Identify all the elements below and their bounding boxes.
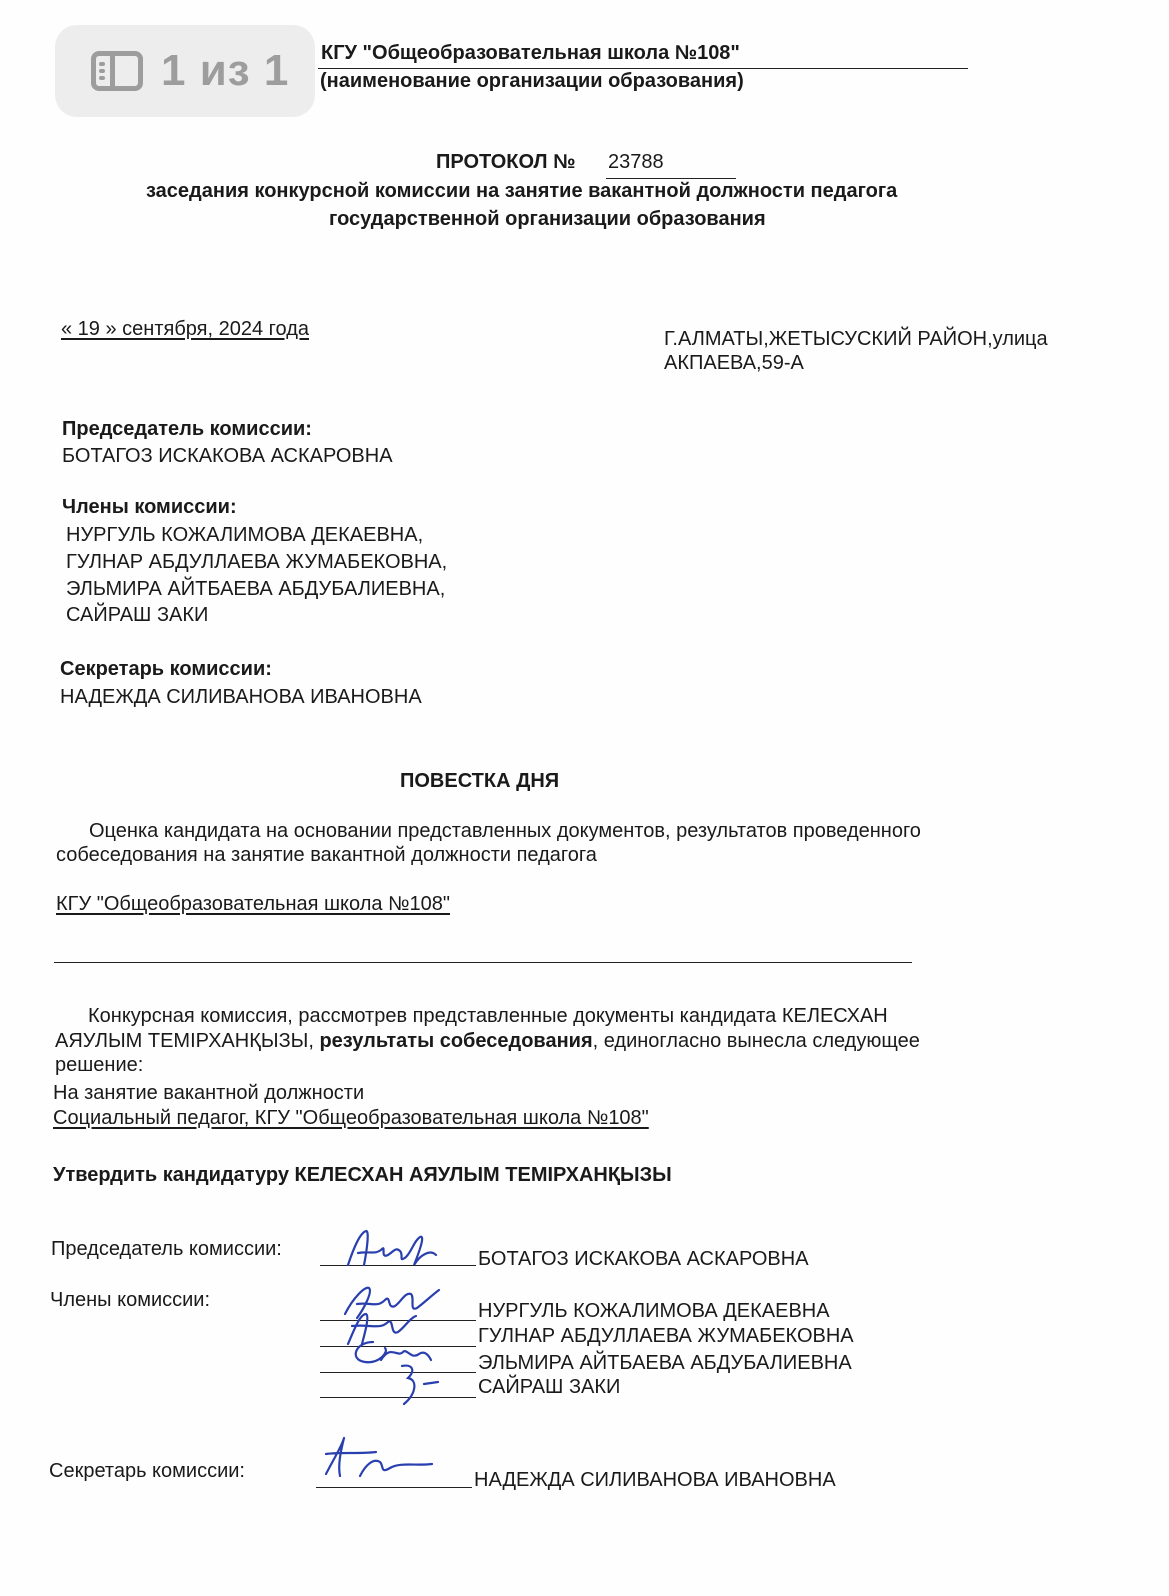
signature-stroke xyxy=(348,1231,436,1265)
agenda-line1: Оценка кандидата на основании представленных документов, результатов проведенного xyxy=(89,820,921,842)
decision-line1: Конкурсная комиссия, рассмотрев представленные документы кандидата КЕЛЕСХАН xyxy=(88,1005,888,1027)
sig-chair-label: Председатель комиссии: xyxy=(51,1238,282,1260)
member-signature xyxy=(390,1360,450,1410)
decision-bold-phrase: результаты собеседования xyxy=(319,1030,593,1052)
member-name: ЭЛЬМИРА АЙТБАЕВА АБДУБАЛИЕВНА, xyxy=(66,578,446,600)
address-line1: Г.АЛМАТЫ,ЖЕТЫСУСКИЙ РАЙОН,улица xyxy=(664,328,1048,350)
secretary-label: Секретарь комиссии: xyxy=(60,658,272,680)
decision-line2: АЯУЛЫМ ТЕМІРХАНҚЫЗЫ, результаты собеседования, единогласно вынесла следующее xyxy=(55,1030,920,1052)
sig-secretary-name: НАДЕЖДА СИЛИВАНОВА ИВАНОВНА xyxy=(474,1469,836,1491)
page-indicator[interactable] xyxy=(55,25,315,117)
sig-member-name: ЭЛЬМИРА АЙТБАЕВА АБДУБАЛИЕВНА xyxy=(478,1352,852,1374)
signature-stroke xyxy=(326,1438,432,1476)
sig-members-label: Члены комиссии: xyxy=(50,1289,211,1311)
chair-label: Председатель комиссии: xyxy=(62,418,312,440)
protocol-number: 23788 xyxy=(608,151,664,173)
org-caption: (наименование организации образования) xyxy=(320,70,744,92)
sig-member-name: ГУЛНАР АБДУЛЛАЕВА ЖУМАБЕКОВНА xyxy=(478,1325,854,1347)
org-name: КГУ "Общеобразовательная школа №108" xyxy=(321,42,740,64)
protocol-number-underline xyxy=(606,178,736,179)
signature-stroke xyxy=(402,1366,438,1404)
members-label: Члены комиссии: xyxy=(62,496,237,518)
chair-signature xyxy=(340,1225,440,1275)
secretary-name: НАДЕЖДА СИЛИВАНОВА ИВАНОВНА xyxy=(60,686,422,708)
member-name: ГУЛНАР АБДУЛЛАЕВА ЖУМАБЕКОВНА, xyxy=(66,551,448,573)
sidebar-icon[interactable] xyxy=(91,51,143,91)
approval-statement: Утвердить кандидатуру КЕЛЕСХАН АЯУЛЫМ ТЕМІРХАНҚЫЗЫ xyxy=(53,1164,672,1186)
blank-line xyxy=(54,962,912,963)
agenda-org: КГУ "Общеобразовательная школа №108" xyxy=(56,893,450,915)
member-name: НУРГУЛЬ КОЖАЛИМОВА ДЕКАЕВНА, xyxy=(66,524,424,546)
page-indicator-text: 1 из 1 xyxy=(161,46,290,95)
org-name-underline xyxy=(318,68,968,69)
secretary-signature xyxy=(320,1432,440,1482)
agenda-heading: ПОВЕСТКА ДНЯ xyxy=(400,770,560,792)
chair-name: БОТАГОЗ ИСКАКОВА АСКАРОВНА xyxy=(62,445,393,467)
protocol-label: ПРОТОКОЛ № xyxy=(436,151,576,173)
protocol-subtitle-line1: заседания конкурсной комиссии на занятие вакантной должности педагога xyxy=(146,180,898,202)
vacancy-label: На занятие вакантной должности xyxy=(53,1082,365,1104)
meeting-date: « 19 » сентября, 2024 года xyxy=(61,318,309,340)
address-line2: АКПАЕВА,59-А xyxy=(664,352,804,374)
sig-secretary-label: Секретарь комиссии: xyxy=(49,1460,245,1482)
vacancy-position: Социальный педагог, КГУ "Общеобразовательная школа №108" xyxy=(53,1107,649,1129)
decision-line3: решение: xyxy=(55,1054,144,1076)
agenda-line2: собеседования на занятие вакантной должности педагога xyxy=(56,844,597,866)
sig-member-name: НУРГУЛЬ КОЖАЛИМОВА ДЕКАЕВНА xyxy=(478,1300,830,1322)
member-name: САЙРАШ ЗАКИ xyxy=(66,604,209,626)
protocol-subtitle-line2: государственной организации образования xyxy=(329,208,766,230)
sig-member-name: САЙРАШ ЗАКИ xyxy=(478,1376,621,1398)
sig-chair-name: БОТАГОЗ ИСКАКОВА АСКАРОВНА xyxy=(478,1248,809,1270)
sig-line xyxy=(316,1487,472,1488)
